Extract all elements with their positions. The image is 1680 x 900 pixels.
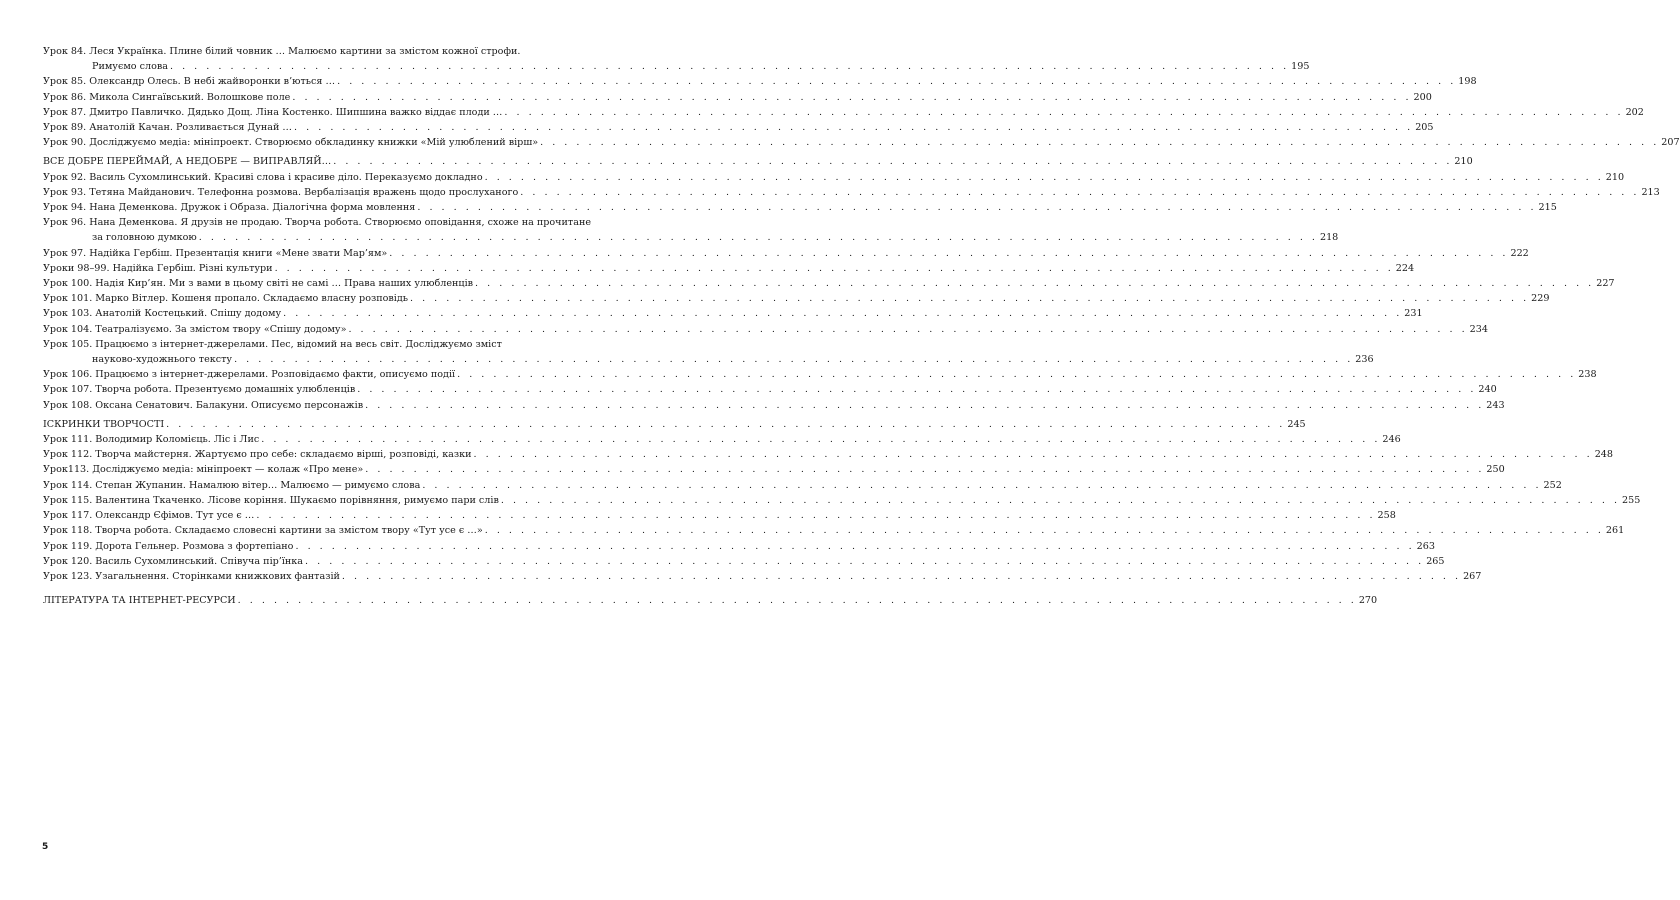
toc-entry-title: Урок 85. Олександр Олесь. В небі жайворонки в’ються … bbox=[43, 76, 336, 88]
toc-entry bbox=[43, 447, 1614, 462]
toc-entry-title: Урок 105. Працюємо з інтернет-джерелами. Пес, відомий на весь світ. Досліджуємо зміст bbox=[43, 338, 502, 350]
toc-entry-title: Урок 87. Дмитро Павличко. Дядько Дощ. Ліна Костенко. Шипшина важко віддає плоди … bbox=[43, 106, 503, 118]
dot-leader: . . . . . . . . . . . . . . . . . . . . . . . . . . . . . . . . . . . . . . . . . . . . . . . . . . . . . . . . . . . . . . . . . . . . . . . . . . . . . . . . . . . . . . . . . . . . . bbox=[365, 399, 1485, 411]
toc-page-number: 245 bbox=[1287, 418, 1306, 430]
dot-leader: . . . . . . . . . . . . . . . . . . . . . . . . . . . . . . . . . . . . . . . . . . . . . . . . . . . . . . . . . . . . . . . . . . . . . . . . . . . . . . . . . . . . . . . . . . . . . bbox=[337, 76, 1457, 88]
toc-entry-title: Урок 84. Леся Українка. Плине білий човник … Малюємо картини за змістом кожної строфи. bbox=[43, 46, 521, 57]
toc-entry-title: Урок 119. Дорота Гельнер. Розмова з фортепіано bbox=[43, 540, 294, 552]
toc-entry-title: Урок 90. Досліджуємо медіа: мініпроект. Створюємо обкладинку книжки «Мій улюблений вірш» bbox=[43, 137, 539, 149]
toc-page-number: 213 bbox=[1641, 186, 1660, 198]
table-of-contents bbox=[43, 44, 1680, 608]
toc-entry bbox=[43, 554, 1445, 569]
toc-section bbox=[43, 593, 1378, 608]
toc-page-number: 270 bbox=[1358, 595, 1378, 607]
dot-leader: . . . . . . . . . . . . . . . . . . . . . . . . . . . . . . . . . . . . . . . . . . . . . . . . . . . . . . . . . . . . . . . . . . . . . . . . . . . . . . . . . . . . . . . . . . . . . bbox=[234, 354, 1354, 366]
toc-entry-title: ВСЕ ДОБРЕ ПЕРЕЙМАЙ, А НЕДОБРЕ — ВИПРАВЛЯЙ… bbox=[43, 156, 332, 168]
toc-entry-title: Урок 86. Микола Сингаївський. Волошкове поле bbox=[43, 91, 291, 103]
toc-entry-title: Урок 117. Олександр Єфімов. Тут усе є … bbox=[43, 510, 255, 522]
dot-leader: . . . . . . . . . . . . . . . . . . . . . . . . . . . . . . . . . . . . . . . . . . . . . . . . . . . . . . . . . . . . . . . . . . . . . . . . . . . . . . . . . . . . . . . . . . . . . bbox=[365, 464, 1485, 476]
toc-entry bbox=[43, 382, 1497, 397]
toc-entry-title-continued: за головною думкою bbox=[92, 232, 197, 244]
toc-entry-title: Урок 104. Театралізуємо. За змістом твору «Спішу додому» bbox=[43, 323, 347, 335]
toc-entry bbox=[43, 246, 1529, 261]
toc-entry-title: Урок 89. Анатолій Качан. Розливається Дунай … bbox=[43, 122, 293, 134]
toc-entry bbox=[43, 523, 1625, 538]
dot-leader: . . . . . . . . . . . . . . . . . . . . . . . . . . . . . . . . . . . . . . . . . . . . . . . . . . . . . . . . . . . . . . . . . . . . . . . . . . . . . . . . . . . . . . . . . . . . . bbox=[256, 510, 1376, 522]
toc-page-number: 255 bbox=[1622, 494, 1641, 506]
dot-leader: . . . . . . . . . . . . . . . . . . . . . . . . . . . . . . . . . . . . . . . . . . . . . . . . . . . . . . . . . . . . . . . . . . . . . . . . . . . . . . . . . . . . . . . . . . . . . bbox=[261, 434, 1381, 446]
toc-page-number: 218 bbox=[1319, 232, 1339, 244]
toc-page-number: 252 bbox=[1543, 479, 1562, 491]
toc-page-number: 227 bbox=[1596, 278, 1615, 290]
dot-leader: . . . . . . . . . . . . . . . . . . . . . . . . . . . . . . . . . . . . . . . . . . . . . . . . . . . . . . . . . . . . . . . . . . . . . . . . . . . . . . . . . . . . . . . . . . . . . bbox=[520, 186, 1640, 198]
dot-leader: . . . . . . . . . . . . . . . . . . . . . . . . . . . . . . . . . . . . . . . . . . . . . . . . . . . . . . . . . . . . . . . . . . . . . . . . . . . . . . . . . . . . . . . . . . . . . bbox=[504, 106, 1624, 118]
toc-entry bbox=[43, 215, 1339, 245]
toc-entry bbox=[43, 569, 1482, 584]
toc-entry bbox=[43, 120, 1434, 135]
toc-page-number: 243 bbox=[1486, 399, 1505, 411]
dot-leader: . . . . . . . . . . . . . . . . . . . . . . . . . . . . . . . . . . . . . . . . . . . . . . . . . . . . . . . . . . . . . . . . . . . . . . . . . . . . . . . . . . . . . . . . . . . . . bbox=[422, 479, 1542, 491]
toc-entry-title: Урок 100. Надія Кир’ян. Ми з вами в цьому світі не самі … Права наших улюбленців bbox=[43, 278, 474, 290]
toc-page-number: 234 bbox=[1469, 323, 1488, 335]
toc-page-number: 207 bbox=[1661, 137, 1680, 149]
toc-entry-title: Урок 92. Василь Сухомлинський. Красиві слова і красиве діло. Переказуємо докладно bbox=[43, 171, 483, 183]
toc-entry-title: Уроки 98–99. Надійка Гербіш. Різні культури bbox=[43, 262, 273, 274]
toc-section bbox=[43, 154, 1473, 169]
dot-leader: . . . . . . . . . . . . . . . . . . . . . . . . . . . . . . . . . . . . . . . . . . . . . . . . . . . . . . . . . . . . . . . . . . . . . . . . . . . . . . . . . . . . . . . . . . . . . bbox=[473, 449, 1593, 461]
toc-entry bbox=[43, 367, 1597, 382]
toc-entry bbox=[43, 337, 1374, 367]
toc-entry bbox=[43, 398, 1505, 413]
toc-page-number: 267 bbox=[1463, 570, 1482, 582]
toc-entry-title: Урок 101. Марко Вітлер. Кошеня пропало. Складаємо власну розповідь bbox=[43, 293, 408, 305]
toc-entry-title-continued: Римуємо слова bbox=[92, 61, 168, 73]
toc-page-number: 248 bbox=[1594, 449, 1614, 461]
dot-leader: . . . . . . . . . . . . . . . . . . . . . . . . . . . . . . . . . . . . . . . . . . . . . . . . . . . . . . . . . . . . . . . . . . . . . . . . . . . . . . . . . . . . . . . . . . . . . bbox=[409, 293, 1530, 305]
dot-leader: . . . . . . . . . . . . . . . . . . . . . . . . . . . . . . . . . . . . . . . . . . . . . . . . . . . . . . . . . . . . . . . . . . . . . . . . . . . . . . . . . . . . . . . . . . . . . bbox=[357, 384, 1477, 396]
toc-page-number: 224 bbox=[1395, 262, 1415, 274]
dot-leader: . . . . . . . . . . . . . . . . . . . . . . . . . . . . . . . . . . . . . . . . . . . . . . . . . . . . . . . . . . . . . . . . . . . . . . . . . . . . . . . . . . . . . . . . . . . . . bbox=[237, 595, 1357, 607]
dot-leader: . . . . . . . . . . . . . . . . . . . . . . . . . . . . . . . . . . . . . . . . . . . . . . . . . . . . . . . . . . . . . . . . . . . . . . . . . . . . . . . . . . . . . . . . . . . . . bbox=[475, 278, 1595, 290]
toc-entry bbox=[43, 135, 1680, 150]
toc-page-number: 195 bbox=[1291, 61, 1310, 73]
toc-entry-title: Урок 103. Анатолій Костецький. Спішу додому bbox=[43, 308, 282, 320]
toc-entry-title: Урок 94. Нана Деменкова. Дружок і Образа. Діалогічна форма мовлення bbox=[43, 202, 416, 214]
toc-page-number: 198 bbox=[1458, 76, 1477, 88]
toc-entry-title: Урок 112. Творча майстерня. Жартуємо про себе: складаємо вірші, розповіді, казки bbox=[43, 449, 472, 461]
dot-leader: . . . . . . . . . . . . . . . . . . . . . . . . . . . . . . . . . . . . . . . . . . . . . . . . . . . . . . . . . . . . . . . . . . . . . . . . . . . . . . . . . . . . . . . . . . . . . bbox=[389, 247, 1509, 259]
toc-entry bbox=[43, 432, 1401, 447]
toc-page-number: 261 bbox=[1605, 525, 1625, 537]
toc-entry bbox=[43, 74, 1477, 89]
dot-leader: . . . . . . . . . . . . . . . . . . . . . . . . . . . . . . . . . . . . . . . . . . . . . . . . . . . . . . . . . . . . . . . . . . . . . . . . . . . . . . . . . . . . . . . . . . . . . bbox=[484, 525, 1604, 537]
toc-entry-title: Урок 114. Степан Жупанин. Намалюю вітер… Малюємо — римуємо слова bbox=[43, 479, 421, 491]
toc-entry-title: Урок113. Досліджуємо медіа: мініпроект — колаж «Про мене» bbox=[43, 464, 364, 476]
toc-page-number: 231 bbox=[1404, 308, 1423, 320]
page-number: 5 bbox=[42, 842, 49, 852]
dot-leader: . . . . . . . . . . . . . . . . . . . . . . . . . . . . . . . . . . . . . . . . . . . . . . . . . . . . . . . . . . . . . . . . . . . . . . . . . . . . . . . . . . . . . . . . . . . . . bbox=[333, 156, 1453, 168]
toc-page-number: 240 bbox=[1478, 384, 1497, 396]
dot-leader: . . . . . . . . . . . . . . . . . . . . . . . . . . . . . . . . . . . . . . . . . . . . . . . . . . . . . . . . . . . . . . . . . . . . . . . . . . . . . . . . . . . . . . . . . . . . . bbox=[169, 61, 1290, 73]
toc-entry-title: Урок 107. Творча робота. Презентуємо домашніх улюбленців bbox=[43, 384, 356, 396]
toc-entry-title: ІСКРИНКИ ТВОРЧОСТІ bbox=[43, 418, 165, 430]
toc-page-number: 210 bbox=[1605, 171, 1625, 183]
dot-leader: . . . . . . . . . . . . . . . . . . . . . . . . . . . . . . . . . . . . . . . . . . . . . . . . . . . . . . . . . . . . . . . . . . . . . . . . . . . . . . . . . . . . . . . . . . . . . bbox=[484, 171, 1604, 183]
toc-page-number: 250 bbox=[1486, 464, 1505, 476]
toc-entry bbox=[43, 508, 1396, 523]
toc-entry bbox=[43, 200, 1557, 215]
toc-entry bbox=[43, 185, 1660, 200]
toc-entry bbox=[43, 462, 1505, 477]
toc-entry-title: Урок 108. Оксана Сенатович. Балакуни. Описуємо персонажів bbox=[43, 399, 364, 411]
dot-leader: . . . . . . . . . . . . . . . . . . . . . . . . . . . . . . . . . . . . . . . . . . . . . . . . . . . . . . . . . . . . . . . . . . . . . . . . . . . . . . . . . . . . . . . . . . . . . bbox=[166, 418, 1286, 430]
toc-entry bbox=[43, 478, 1562, 493]
toc-entry-title: Урок 123. Узагальнення. Сторінками книжкових фантазій bbox=[43, 570, 340, 582]
dot-leader: . . . . . . . . . . . . . . . . . . . . . . . . . . . . . . . . . . . . . . . . . . . . . . . . . . . . . . . . . . . . . . . . . . . . . . . . . . . . . . . . . . . . . . . . . . . . . bbox=[341, 570, 1462, 582]
toc-entry-title: Урок 93. Тетяна Майданович. Телефонна розмова. Вербалізація вражень щодо прослуханого bbox=[43, 186, 519, 198]
dot-leader: . . . . . . . . . . . . . . . . . . . . . . . . . . . . . . . . . . . . . . . . . . . . . . . . . . . . . . . . . . . . . . . . . . . . . . . . . . . . . . . . . . . . . . . . . . . . . bbox=[295, 540, 1415, 552]
dot-leader: . . . . . . . . . . . . . . . . . . . . . . . . . . . . . . . . . . . . . . . . . . . . . . . . . . . . . . . . . . . . . . . . . . . . . . . . . . . . . . . . . . . . . . . . . . . . . bbox=[283, 308, 1403, 320]
toc-entry bbox=[43, 105, 1644, 120]
toc-entry-title: ЛІТЕРАТУРА ТА ІНТЕРНЕТ-РЕСУРСИ bbox=[43, 595, 236, 607]
toc-page-number: 222 bbox=[1510, 247, 1529, 259]
toc-page-number: 236 bbox=[1355, 354, 1374, 366]
toc-entry-title: Урок 118. Творча робота. Складаємо словесні картини за змістом твору «Тут усе є …» bbox=[43, 525, 483, 537]
toc-page-number: 258 bbox=[1377, 510, 1396, 522]
toc-entry-title: Урок 120. Василь Сухомлинський. Співуча пір’їнка bbox=[43, 555, 304, 567]
dot-leader: . . . . . . . . . . . . . . . . . . . . . . . . . . . . . . . . . . . . . . . . . . . . . . . . . . . . . . . . . . . . . . . . . . . . . . . . . . . . . . . . . . . . . . . . . . . . . bbox=[294, 122, 1414, 134]
toc-entry bbox=[43, 44, 1310, 74]
toc-entry-title: Урок 115. Валентина Ткаченко. Лісове коріння. Шукаємо порівняння, римуємо пари слів bbox=[43, 494, 499, 506]
toc-page-number: 210 bbox=[1454, 156, 1473, 168]
dot-leader: . . . . . . . . . . . . . . . . . . . . . . . . . . . . . . . . . . . . . . . . . . . . . . . . . . . . . . . . . . . . . . . . . . . . . . . . . . . . . . . . . . . . . . . . . . . . . bbox=[457, 369, 1577, 381]
toc-entry-title: Урок 111. Володимир Коломієць. Ліс і Лис bbox=[43, 434, 260, 446]
toc-page-number: 263 bbox=[1416, 540, 1435, 552]
toc-page-number: 238 bbox=[1578, 369, 1597, 381]
toc-page-number: 265 bbox=[1426, 555, 1445, 567]
toc-entry bbox=[43, 90, 1432, 105]
toc-page-number: 200 bbox=[1413, 91, 1432, 103]
toc-entry-title-continued: науково-художнього тексту bbox=[92, 354, 233, 366]
toc-entry-title: Урок 106. Працюємо з інтернет-джерелами. Розповідаємо факти, описуємо події bbox=[43, 369, 456, 381]
toc-entry-title: Урок 96. Нана Деменкова. Я друзів не продаю. Творча робота. Створюємо оповідання, схоже на прочитане bbox=[43, 217, 592, 229]
dot-leader: . . . . . . . . . . . . . . . . . . . . . . . . . . . . . . . . . . . . . . . . . . . . . . . . . . . . . . . . . . . . . . . . . . . . . . . . . . . . . . . . . . . . . . . . . . . . . bbox=[198, 232, 1318, 244]
dot-leader: . . . . . . . . . . . . . . . . . . . . . . . . . . . . . . . . . . . . . . . . . . . . . . . . . . . . . . . . . . . . . . . . . . . . . . . . . . . . . . . . . . . . . . . . . . . . . bbox=[540, 137, 1660, 149]
dot-leader: . . . . . . . . . . . . . . . . . . . . . . . . . . . . . . . . . . . . . . . . . . . . . . . . . . . . . . . . . . . . . . . . . . . . . . . . . . . . . . . . . . . . . . . . . . . . . bbox=[348, 323, 1468, 335]
dot-leader: . . . . . . . . . . . . . . . . . . . . . . . . . . . . . . . . . . . . . . . . . . . . . . . . . . . . . . . . . . . . . . . . . . . . . . . . . . . . . . . . . . . . . . . . . . . . . bbox=[500, 494, 1621, 506]
dot-leader: . . . . . . . . . . . . . . . . . . . . . . . . . . . . . . . . . . . . . . . . . . . . . . . . . . . . . . . . . . . . . . . . . . . . . . . . . . . . . . . . . . . . . . . . . . . . . bbox=[292, 91, 1412, 103]
toc-entry bbox=[43, 322, 1488, 337]
toc-entry bbox=[43, 291, 1550, 306]
toc-page-number: 215 bbox=[1538, 202, 1557, 214]
dot-leader: . . . . . . . . . . . . . . . . . . . . . . . . . . . . . . . . . . . . . . . . . . . . . . . . . . . . . . . . . . . . . . . . . . . . . . . . . . . . . . . . . . . . . . . . . . . . . bbox=[305, 555, 1425, 567]
toc-entry bbox=[43, 261, 1415, 276]
toc-entry bbox=[43, 306, 1423, 321]
toc-section bbox=[43, 417, 1306, 432]
dot-leader: . . . . . . . . . . . . . . . . . . . . . . . . . . . . . . . . . . . . . . . . . . . . . . . . . . . . . . . . . . . . . . . . . . . . . . . . . . . . . . . . . . . . . . . . . . . . . bbox=[274, 262, 1394, 274]
toc-entry bbox=[43, 493, 1641, 508]
toc-entry-title: Урок 97. Надійка Гербіш. Презентація книги «Мене звати Мар’ям» bbox=[43, 247, 388, 259]
toc-entry bbox=[43, 276, 1615, 291]
toc-entry bbox=[43, 539, 1435, 554]
toc-page-number: 229 bbox=[1531, 293, 1550, 305]
toc-page-number: 246 bbox=[1382, 434, 1401, 446]
toc-page-number: 205 bbox=[1415, 122, 1434, 134]
toc-entry bbox=[43, 170, 1625, 185]
dot-leader: . . . . . . . . . . . . . . . . . . . . . . . . . . . . . . . . . . . . . . . . . . . . . . . . . . . . . . . . . . . . . . . . . . . . . . . . . . . . . . . . . . . . . . . . . . . . . bbox=[417, 202, 1537, 214]
toc-page-number: 202 bbox=[1625, 106, 1644, 118]
